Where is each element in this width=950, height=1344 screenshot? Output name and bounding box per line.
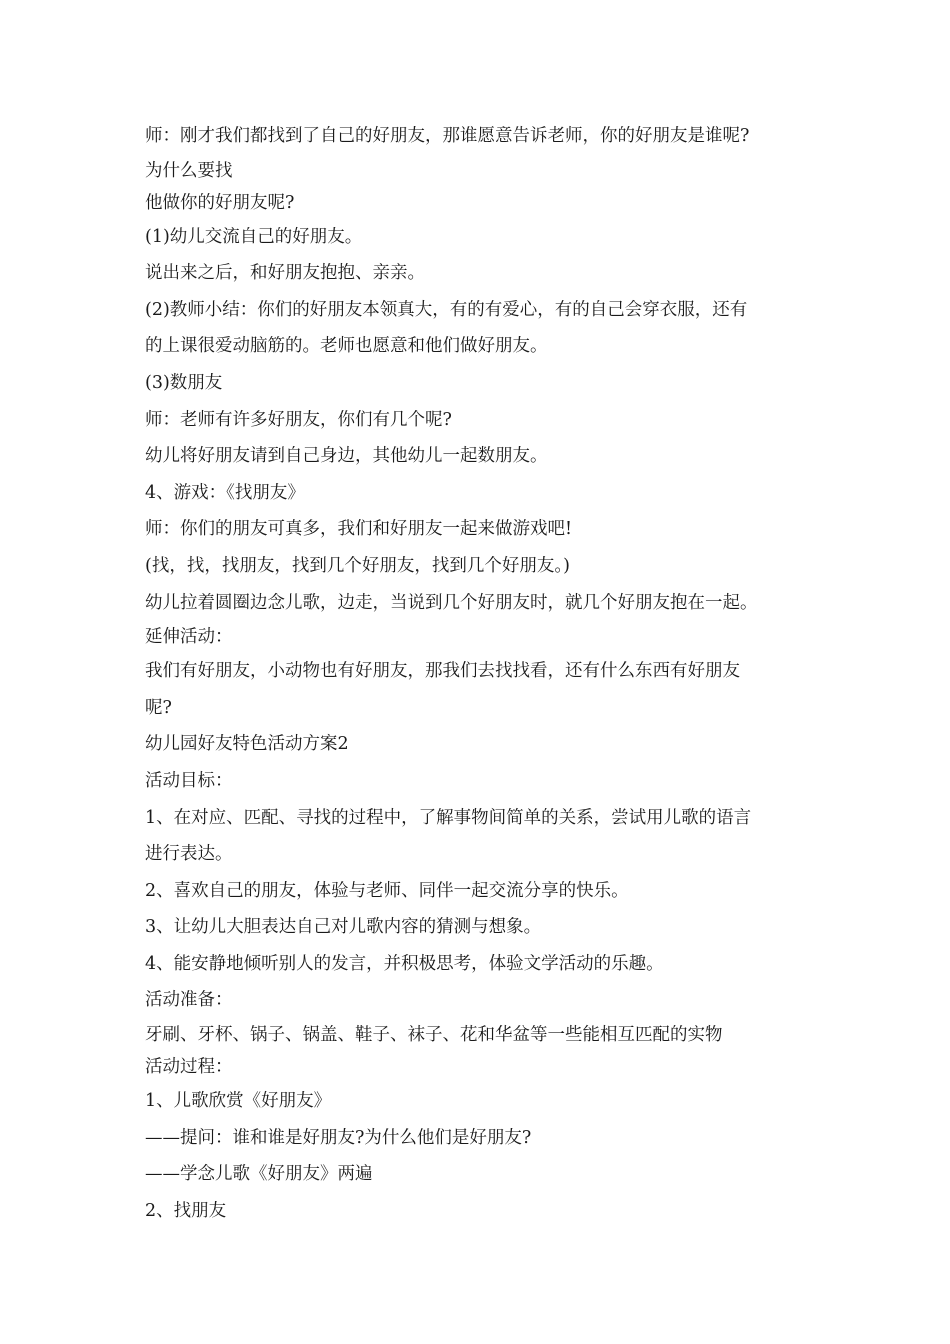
document-title: 幼儿园好友特色活动方案2	[145, 734, 349, 755]
paragraph-line: 1、在对应、匹配、寻找的过程中，了解事物间简单的关系，尝试用儿歌的语言	[145, 807, 752, 828]
section-heading: 活动准备：	[145, 990, 233, 1011]
paragraph-line: 2、喜欢自己的朋友，体验与老师、同伴一起交流分享的快乐。	[145, 880, 629, 901]
paragraph-line: (找，找，找朋友，找到几个好朋友，找到几个好朋友。)	[145, 555, 570, 576]
section-heading: 活动过程：	[145, 1057, 233, 1078]
paragraph-line: 我们有好朋友，小动物也有好朋友，那我们去找找看，还有什么东西有好朋友	[145, 661, 740, 682]
paragraph-line: 4、游戏：《找朋友》	[145, 482, 305, 503]
paragraph-line: 进行表达。	[145, 844, 233, 865]
paragraph-line: 为什么要找	[145, 160, 233, 181]
paragraph-line: (2)教师小结：你们的好朋友本领真大，有的有爱心，有的自己会穿衣服，还有	[145, 299, 748, 320]
paragraph-line: 说出来之后，和好朋友抱抱、亲亲。	[145, 263, 425, 284]
paragraph-line: ——学念儿歌《好朋友》两遍	[145, 1164, 373, 1185]
paragraph-line: 呢?	[145, 697, 172, 718]
paragraph-line: 幼儿将好朋友请到自己身边，其他幼儿一起数朋友。	[145, 446, 548, 467]
paragraph-line: 2、找朋友	[145, 1200, 227, 1221]
paragraph-line: ——提问：谁和谁是好朋友?为什么他们是好朋友?	[145, 1127, 532, 1148]
paragraph-line: 师：刚才我们都找到了自己的好朋友，那谁愿意告诉老师，你的好朋友是谁呢?	[145, 126, 750, 146]
paragraph-line: 幼儿拉着圆圈边念儿歌，边走，当说到几个好朋友时，就几个好朋友抱在一起。	[145, 592, 758, 613]
paragraph-line: 的上课很爱动脑筋的。老师也愿意和他们做好朋友。	[145, 336, 548, 357]
paragraph-line: 牙刷、牙杯、锅子、锅盖、鞋子、袜子、花和华盆等一些能相互匹配的实物	[145, 1025, 723, 1046]
paragraph-line: 3、让幼儿大胆表达自己对儿歌内容的猜测与想象。	[145, 917, 542, 938]
paragraph-line: (1)幼儿交流自己的好朋友。	[145, 226, 363, 247]
paragraph-line: 师：你们的朋友可真多，我们和好朋友一起来做游戏吧!	[145, 519, 573, 540]
paragraph-line: 他做你的好朋友呢?	[145, 192, 295, 213]
paragraph-line: 4、能安静地倾听别人的发言，并积极思考，体验文学活动的乐趣。	[145, 953, 664, 974]
document-body	[145, 118, 815, 1229]
paragraph-line: 1、儿歌欣赏《好朋友》	[145, 1091, 332, 1112]
section-heading: 活动目标：	[145, 770, 233, 791]
section-heading: 延伸活动：	[145, 627, 233, 648]
paragraph-line: 师：老师有许多好朋友，你们有几个呢?	[145, 409, 452, 430]
paragraph-line: (3)数朋友	[145, 372, 223, 393]
